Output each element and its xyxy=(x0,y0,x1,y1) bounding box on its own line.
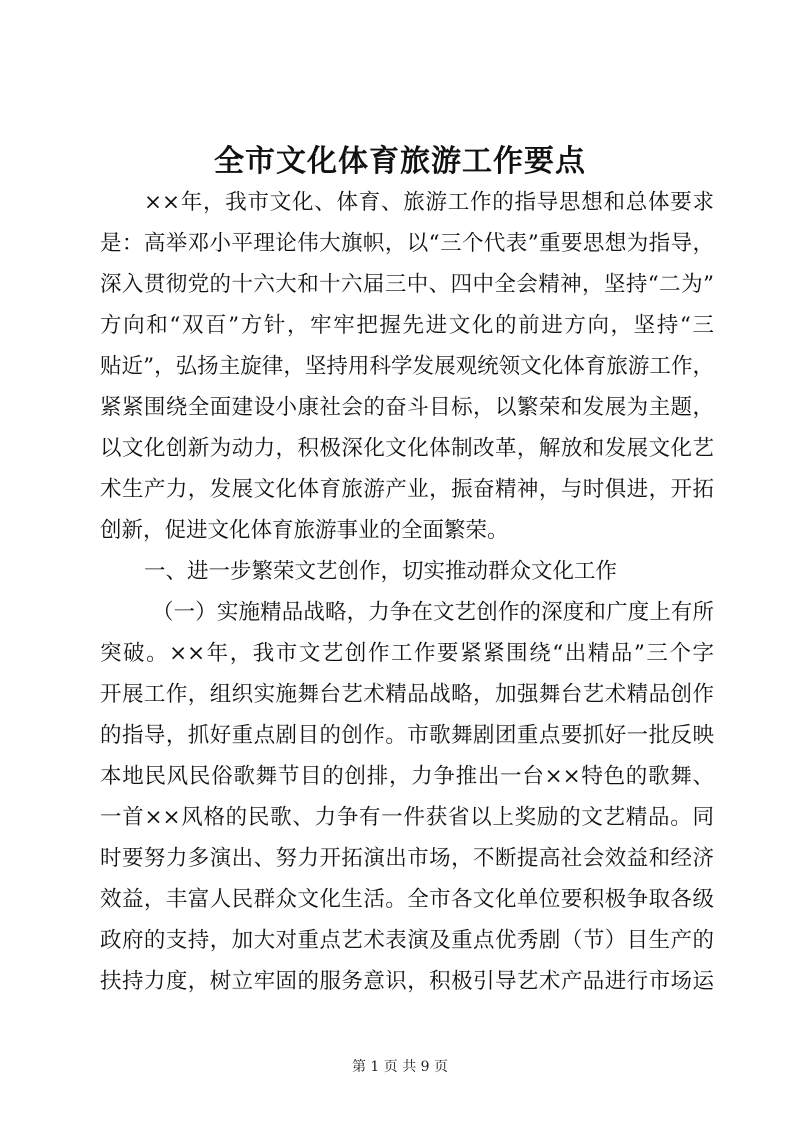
document-title: 全市文化体育旅游工作要点 xyxy=(214,144,586,179)
document-body xyxy=(100,182,714,1002)
paragraph-line: 时要努力多演出、努力开拓演出市场，不断提高社会效益和经济 xyxy=(100,846,714,871)
paragraph-line: 创新，促进文化体育旅游事业的全面繁荣。 xyxy=(100,518,509,543)
paragraph-line: 紧紧围绕全面建设小康社会的奋斗目标，以繁荣和发展为主题， xyxy=(100,395,714,420)
paragraph-line: 突破。××年，我市文艺创作工作要紧紧围绕“出精品”三个字 xyxy=(100,641,714,666)
paragraph-line: 深入贯彻党的十六大和十六届三中、四中全会精神，坚持“二为” xyxy=(100,272,714,297)
paragraph-line: 本地民风民俗歌舞节目的创排，力争推出一台××特色的歌舞、 xyxy=(100,764,714,789)
paragraph-line: 方向和“双百”方针，牢牢把握先进文化的前进方向，坚持“三 xyxy=(100,313,714,338)
paragraph-line: ××年，我市文化、体育、旅游工作的指导思想和总体要求 xyxy=(144,190,714,215)
paragraph-line: 的指导，抓好重点剧目的创作。市歌舞剧团重点要抓好一批反映 xyxy=(100,723,714,748)
paragraph-line: 开展工作，组织实施舞台艺术精品战略，加强舞台艺术精品创作 xyxy=(100,682,714,707)
paragraph-line: 是：高举邓小平理论伟大旗帜，以“三个代表”重要思想为指导， xyxy=(100,231,714,256)
paragraph-line: 贴近”，弘扬主旋律，坚持用科学发展观统领文化体育旅游工作， xyxy=(100,354,714,379)
paragraph-line: 以文化创新为动力，积极深化文化体制改革，解放和发展文化艺 xyxy=(100,436,714,461)
paragraph-line: （一）实施精品战略，力争在文艺创作的深度和广度上有所 xyxy=(152,600,714,625)
paragraph-line: 政府的支持，加大对重点艺术表演及重点优秀剧（节）目生产的 xyxy=(100,928,714,953)
paragraph-line: 一首××风格的民歌、力争有一件获省以上奖励的文艺精品。同 xyxy=(100,805,714,830)
paragraph-line: 效益，丰富人民群众文化生活。全市各文化单位要积极争取各级 xyxy=(100,887,714,912)
paragraph-line: 术生产力，发展文化体育旅游产业，振奋精神，与时俱进，开拓 xyxy=(100,477,714,502)
section-heading: 一、进一步繁荣文艺创作，切实推动群众文化工作 xyxy=(144,559,618,584)
page-number-footer: 第 1 页 共 9 页 xyxy=(351,1059,449,1075)
paragraph-line: 扶持力度，树立牢固的服务意识，积极引导艺术产品进行市场运 xyxy=(100,969,714,994)
